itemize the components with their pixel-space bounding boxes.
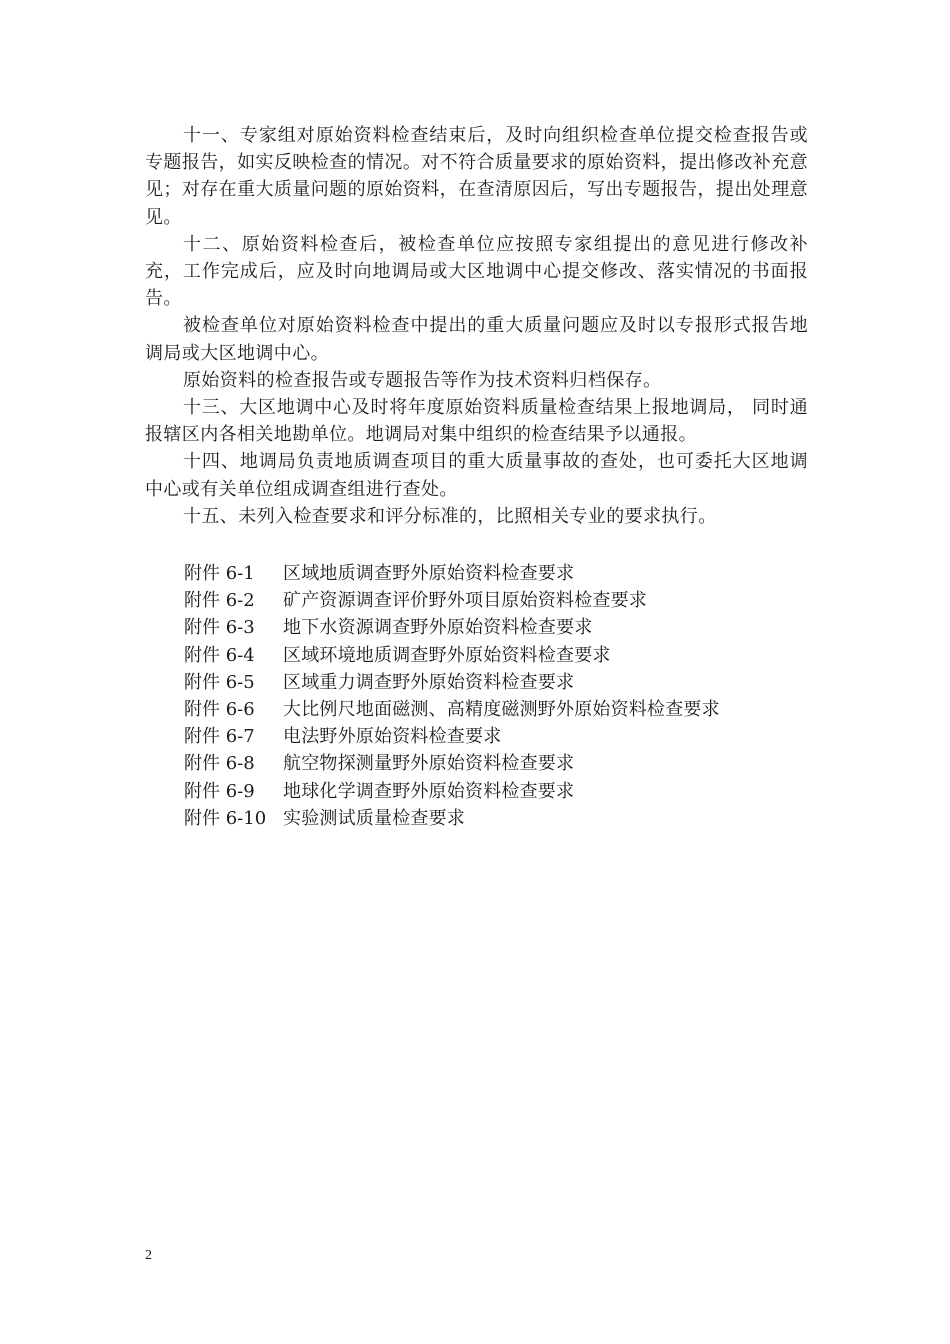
attachment-item <box>184 805 720 832</box>
attachment-title: 地下水资源调查野外原始资料检查要求 <box>283 617 593 639</box>
attachment-item <box>184 642 720 669</box>
attachment-item <box>184 723 720 750</box>
attachment-label: 附件 6-8 <box>184 753 255 775</box>
paragraph-12-note-1: 被检查单位对原始资料检查中提出的重大质量问题应及时以专报形式报告地调局或大区地调中心。 <box>145 315 808 364</box>
attachment-title: 大比例尺地面磁测、高精度磁测野外原始资料检查要求 <box>283 699 720 721</box>
attachment-label: 附件 6-10 <box>184 807 267 829</box>
attachment-title: 地球化学调查野外原始资料检查要求 <box>283 780 575 802</box>
attachment-label: 附件 6-3 <box>184 617 255 639</box>
attachment-item <box>184 750 720 777</box>
attachment-label: 附件 6-7 <box>184 726 255 748</box>
body-text <box>145 122 808 530</box>
attachment-title: 航空物探测量野外原始资料检查要求 <box>283 753 575 775</box>
attachment-title: 区域地质调查野外原始资料检查要求 <box>283 563 575 584</box>
paragraph-15: 十五、未列入检查要求和评分标准的，比照相关专业的要求执行。 <box>183 505 717 527</box>
attachment-item <box>184 778 720 805</box>
page-number: 2 <box>145 1248 152 1263</box>
paragraph-12: 十二、原始资料检查后，被检查单位应按照专家组提出的意见进行修改补充，工作完成后，应及时向地调局或大区地调中心提交修改、落实情况的书面报告。 <box>145 233 808 310</box>
attachment-title: 实验测试质量检查要求 <box>283 807 465 829</box>
attachment-label: 附件 6-5 <box>184 671 255 693</box>
attachment-label: 附件 6-4 <box>184 644 255 666</box>
attachment-label: 附件 6-1 <box>184 563 255 584</box>
attachment-label: 附件 6-6 <box>184 699 255 721</box>
attachment-item <box>184 560 720 587</box>
attachment-item <box>184 669 720 696</box>
attachment-label: 附件 6-9 <box>184 780 255 802</box>
attachment-title: 区域环境地质调查野外原始资料检查要求 <box>283 644 611 666</box>
attachment-title: 矿产资源调查评价野外项目原始资料检查要求 <box>283 590 647 612</box>
attachment-item <box>184 587 720 614</box>
attachment-item <box>184 696 720 723</box>
attachment-item <box>184 614 720 641</box>
attachment-label: 附件 6-2 <box>184 590 255 612</box>
attachment-list <box>184 560 720 832</box>
paragraph-14: 十四、地调局负责地质调查项目的重大质量事故的查处，也可委托大区地调中心或有关单位组成调查组进行查处。 <box>145 451 808 500</box>
paragraph-11: 十一、专家组对原始资料检查结束后，及时向组织检查单位提交检查报告或专题报告，如实反映检查的情况。对不符合质量要求的原始资料，提出修改补充意见；对存在重大质量问题的原始资料，在查清原因后，写出专题报告，提出处理意见。 <box>145 125 808 228</box>
attachment-title: 电法野外原始资料检查要求 <box>283 726 502 748</box>
attachment-title: 区域重力调查野外原始资料检查要求 <box>283 671 575 693</box>
paragraph-13: 十三、大区地调中心及时将年度原始资料质量检查结果上报地调局， 同时通报辖区内各相关地勘单位。地调局对集中组织的检查结果予以通报。 <box>145 397 808 446</box>
paragraph-12-note-2: 原始资料的检查报告或专题报告等作为技术资料归档保存。 <box>183 369 662 391</box>
